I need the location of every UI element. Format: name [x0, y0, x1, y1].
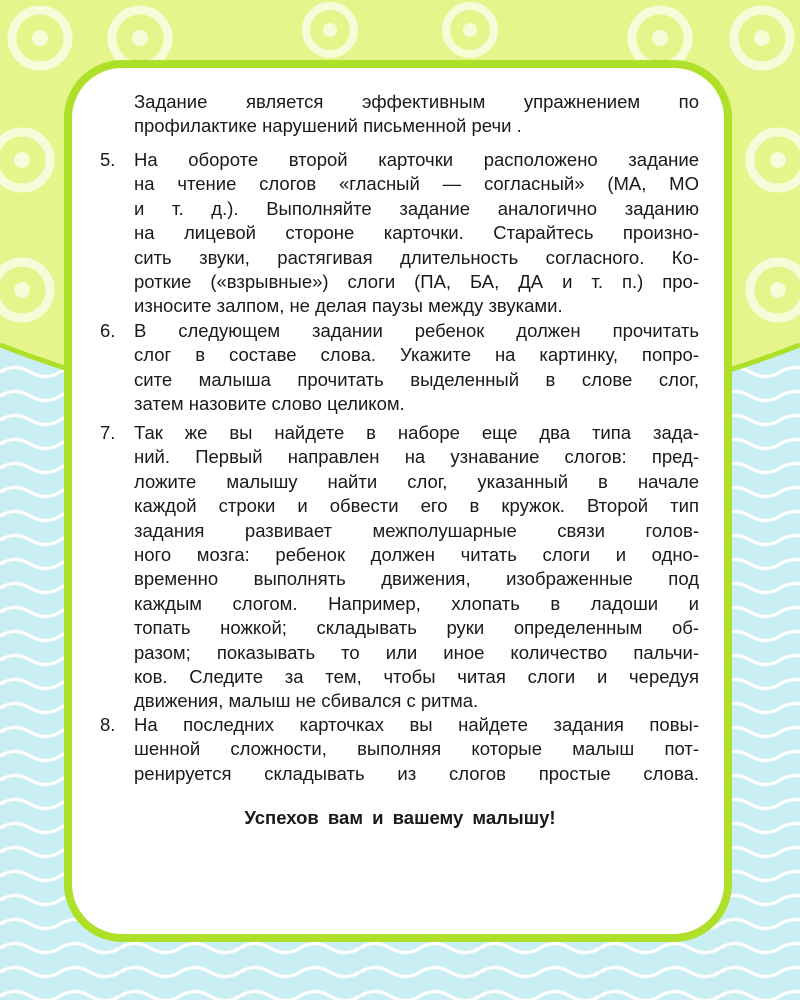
text-line: шенной сложности, выполняя которые малыш пот- — [134, 738, 699, 760]
text-line: временно выполнять движения, изображенные под — [134, 568, 699, 590]
text-line: задания развивает межполушарные связи голов- — [134, 519, 699, 541]
text-line: Задание является эффективным упражнением по — [134, 91, 699, 112]
text-line: на лицевой стороне карточки. Старайтесь произно- — [134, 222, 699, 244]
text-line: движения, малыш не сбивался с ритма. — [134, 690, 479, 712]
text-line: роткие («взрывные») слоги (ПА, БА, ДА и т. п.) про- — [134, 270, 699, 292]
closing-wish: Успехов вам и вашему малышу! — [244, 807, 556, 828]
text-line: износите залпом, не делая паузы между звуками. — [134, 295, 563, 317]
text-line: на чтение слогов «гласный — согласный» (МА, МО — [134, 173, 699, 195]
intro-paragraph — [134, 90, 699, 139]
text-line: затем назовите слово целиком. — [134, 393, 405, 415]
item-number: 7. — [100, 422, 116, 443]
item-number: 8. — [100, 714, 116, 735]
text-line: сить звуки, растягивая длительность согласного. Ко- — [134, 246, 699, 268]
item-number: 5. — [100, 149, 116, 170]
text-line: ний. Первый направлен на узнавание слогов: пред- — [134, 446, 699, 468]
text-line: ного мозга: ребенок должен читать слоги и одно- — [134, 543, 699, 565]
text-line: профилактике нарушений письменной речи . — [134, 115, 522, 137]
text-line: ренируется складывать из слогов простые слова. — [134, 762, 699, 784]
text-line: ложите малышу найти слог, указанный в начале — [134, 470, 699, 492]
text-line: слог в составе слова. Укажите на картинку, попро- — [134, 344, 699, 366]
text-line: каждым слогом. Например, хлопать в ладоши и — [134, 592, 699, 614]
text-line: и т. д.). Выполняйте задание аналогично заданию — [134, 197, 699, 219]
text-line: На последних карточках вы найдете задания повы- — [134, 714, 699, 735]
text-line: каждой строки и обвести его в кружок. Второй тип — [134, 495, 699, 517]
text-line: сите малыша прочитать выделенный в слове слог, — [134, 368, 699, 390]
text-line: На обороте второй карточки расположено задание — [134, 149, 699, 170]
text-line: разом; показывать то или иное количество пальчи- — [134, 641, 699, 663]
text-line: В следующем задании ребенок должен прочитать — [134, 320, 699, 341]
text-line: Так же вы найдете в наборе еще два типа зада- — [134, 422, 699, 443]
item-number: 6. — [100, 320, 116, 341]
text-line: топать ножкой; складывать руки определенным об- — [134, 617, 699, 639]
text-line: ков. Следите за тем, чтобы читая слоги и чередуя — [134, 665, 699, 687]
